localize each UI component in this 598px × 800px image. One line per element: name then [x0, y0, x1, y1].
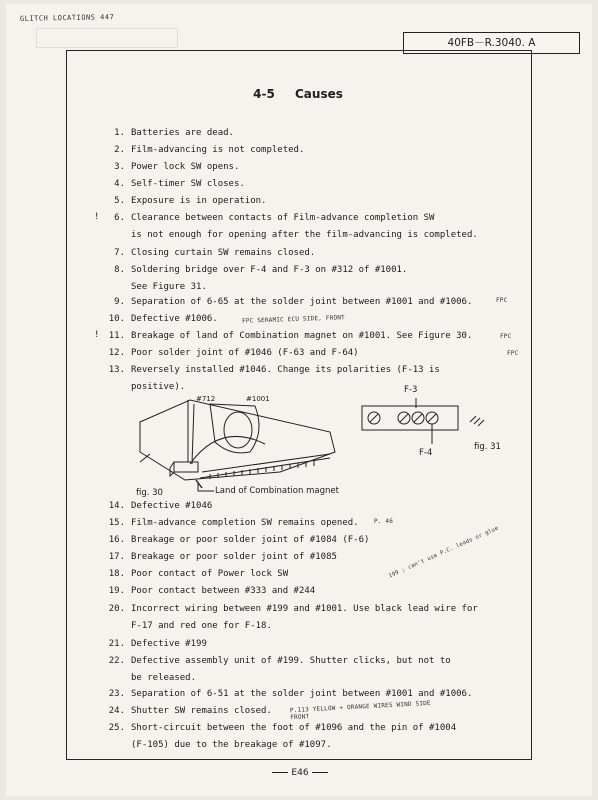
cause-text: Exposure is in operation. — [131, 196, 267, 206]
cause-number: 8. — [114, 265, 125, 275]
fig31-f4-label: F-4 — [419, 448, 433, 458]
fig30-caption: fig. 30 — [136, 488, 163, 498]
cause-text: Film-advance completion SW remains opened. — [131, 518, 359, 528]
cause-item — [114, 212, 435, 224]
cause-number: 18. — [108, 569, 125, 579]
cause-item — [108, 603, 478, 615]
fig30-part-712: #712 — [196, 395, 216, 403]
cause-text: Self-timer SW closes. — [131, 179, 245, 189]
cause-item — [108, 500, 213, 512]
cause-item — [108, 638, 207, 650]
footer-rule-right — [312, 772, 328, 773]
cause-text: Defective assembly unit of #199. Shutter clicks, but not to — [131, 656, 451, 666]
cause-number: 22. — [108, 656, 125, 666]
handwritten-note-24: P.113 YELLOW + ORANGE WIRES WIND SIDE FRONT — [289, 699, 431, 722]
cause-number: 17. — [108, 552, 125, 562]
fig30-callout-arrow — [196, 482, 216, 496]
cause-number: 6. — [114, 213, 125, 223]
handwritten-note-11: FPC — [500, 333, 512, 340]
cause-item — [114, 247, 316, 259]
cause-item — [108, 313, 218, 325]
handwritten-header-note: GLITCH LOCATIONS 447 — [19, 13, 115, 23]
cause-text-continued: is not enough for opening after the film-advancing is completed. — [131, 230, 478, 240]
cause-item — [114, 144, 305, 156]
handwritten-note-9: FPC — [496, 297, 508, 304]
cause-item — [114, 296, 473, 308]
cause-text: Soldering bridge over F-4 and F-3 on #312 of #1001. — [131, 265, 408, 275]
section-heading — [66, 87, 530, 101]
cause-item — [108, 330, 473, 342]
cause-number: 4. — [114, 179, 125, 189]
fig31-f3-label: F-3 — [404, 385, 418, 395]
cause-number: 14. — [108, 501, 125, 511]
cause-text-continued: F-17 and red one for F-18. — [131, 621, 272, 631]
cause-item — [114, 178, 245, 190]
cause-number: 2. — [114, 145, 125, 155]
cause-text: Batteries are dead. — [131, 128, 234, 138]
handwritten-exclamation-mark: ! — [94, 330, 100, 340]
cause-text: Incorrect wiring between #199 and #1001. Use black lead wire for — [131, 604, 478, 614]
cause-text-continued: See Figure 31. — [131, 282, 207, 292]
cause-text-continued: positive). — [131, 382, 186, 392]
cause-number: 23. — [108, 689, 125, 699]
footer-rule-left — [272, 772, 288, 773]
fig30-part-1001: #1001 — [246, 395, 270, 403]
cause-number: 7. — [114, 248, 125, 258]
cause-text: Shutter SW remains closed. — [131, 706, 272, 716]
cause-text: Reversely installed #1046. Change its polarities (F-13 is — [131, 365, 440, 375]
cause-text: Power lock SW opens. — [131, 162, 240, 172]
handwritten-exclamation-mark: ! — [94, 212, 100, 222]
cause-text-continued: be released. — [131, 673, 197, 683]
page-number: E46 — [291, 768, 309, 778]
cause-item — [108, 517, 359, 529]
handwritten-note-19: 199 ; can't use P.C. leads or glue — [388, 525, 500, 580]
cause-number: 11. — [108, 331, 125, 341]
cause-text: Defective #199 — [131, 639, 207, 649]
cause-number: 19. — [108, 586, 125, 596]
cause-number: 20. — [108, 604, 125, 614]
cause-text: Poor contact between #333 and #244 — [131, 586, 316, 596]
cause-text: Defective #1046 — [131, 501, 213, 511]
section-title: Causes — [295, 87, 343, 101]
handwritten-note-15: P. 46 — [374, 518, 394, 525]
cause-number: 24. — [108, 706, 125, 716]
cause-text: Short-circuit between the foot of #1096 and the pin of #1004 — [131, 723, 457, 733]
cause-number: 9. — [114, 297, 125, 307]
cause-item — [108, 585, 316, 597]
cause-item — [108, 534, 370, 546]
fig30-callout-label: Land of Combination magnet — [215, 486, 339, 496]
bleed-through-box — [36, 28, 178, 48]
fig31-caption: fig. 31 — [474, 442, 501, 452]
cause-number: 12. — [108, 348, 125, 358]
cause-item — [108, 347, 359, 359]
cause-text: Separation of 6-65 at the solder joint between #1001 and #1006. — [131, 297, 473, 307]
cause-item — [114, 161, 240, 173]
cause-text: Breakage of land of Combination magnet on #1001. See Figure 30. — [131, 331, 473, 341]
cause-text: Film-advancing is not completed. — [131, 145, 305, 155]
figure-30-drawing — [130, 392, 340, 500]
figure-31-drawing — [358, 396, 488, 456]
cause-item — [108, 722, 457, 734]
cause-item — [108, 364, 440, 376]
cause-number: 25. — [108, 723, 125, 733]
cause-text: Poor solder joint of #1046 (F-63 and F-64) — [131, 348, 359, 358]
cause-text: Breakage or poor solder joint of #1085 — [131, 552, 337, 562]
handwritten-note-12: FPC — [507, 350, 519, 357]
cause-item — [108, 705, 272, 717]
page-footer — [250, 768, 350, 778]
handwritten-note-10: FPC SERAMIC ECU SIDE, FRONT — [241, 314, 346, 325]
cause-item — [114, 264, 408, 276]
cause-number: 5. — [114, 196, 125, 206]
cause-item — [114, 195, 267, 207]
cause-text: Poor contact of Power lock SW — [131, 569, 289, 579]
cause-item — [108, 655, 451, 667]
cause-text: Defective #1006. — [131, 314, 218, 324]
cause-text: Clearance between contacts of Film-advance completion SW — [131, 213, 435, 223]
cause-item — [108, 568, 289, 580]
cause-number: 10. — [108, 314, 125, 324]
section-number: 4-5 — [253, 87, 275, 101]
cause-item — [108, 688, 473, 700]
cause-number: 15. — [108, 518, 125, 528]
cause-number: 16. — [108, 535, 125, 545]
cause-item — [114, 127, 234, 139]
cause-text: Closing curtain SW remains closed. — [131, 248, 316, 258]
cause-text: Separation of 6-51 at the solder joint between #1001 and #1006. — [131, 689, 473, 699]
cause-number: 3. — [114, 162, 125, 172]
cause-number: 21. — [108, 639, 125, 649]
cause-number: 1. — [114, 128, 125, 138]
cause-number: 13. — [108, 365, 125, 375]
cause-text-continued: (F-105) due to the breakage of #1097. — [131, 740, 332, 750]
cause-item — [108, 551, 337, 563]
cause-text: Breakage or poor solder joint of #1084 (F-6) — [131, 535, 370, 545]
model-number-box: 40FB－R.3040. A — [403, 32, 580, 54]
